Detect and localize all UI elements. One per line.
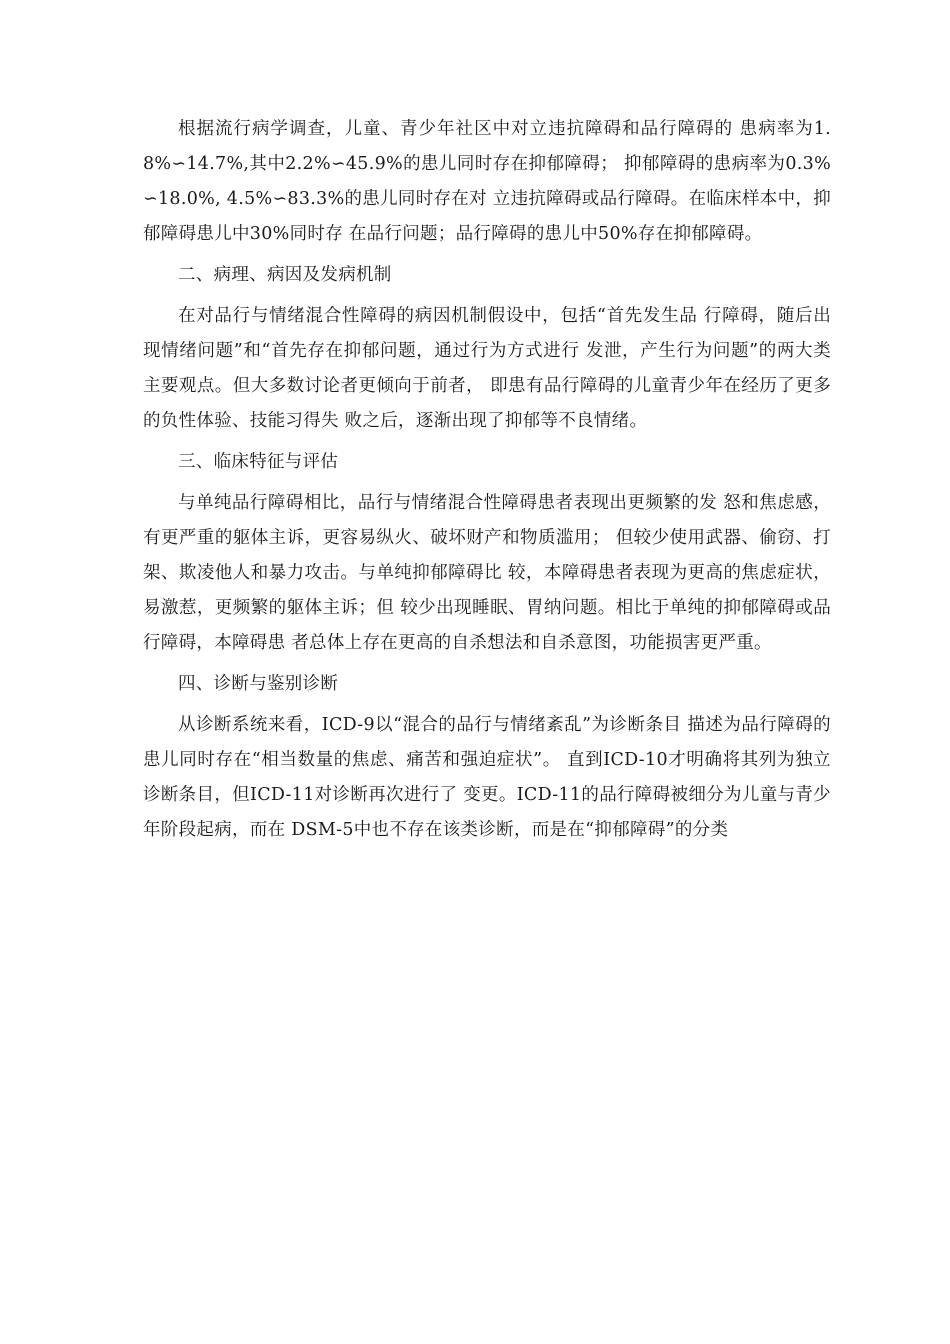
paragraph-clinical: 与单纯品行障碍相比，品行与情绪混合性障碍患者表现出更频繁的发 怒和焦虑感，有更严重的躯体主诉，更容易纵火、破坏财产和物质滥用； 但较少使用武器、偷窃、打架、欺凌他人和暴力攻击。与单纯抑郁障碍比 较，本障碍患者表现为更高的焦虑症状，易激惹，更频繁的躯体主诉；但 较少出现睡眠、胃纳问题。相比于单纯的抑郁障碍或品行障碍，本障碍患 者总体上存在更高的自杀想法和自杀意图，功能损害更严重。 <box>143 493 831 653</box>
paragraph-diagnosis: 从诊断系统来看，ICD-9以“混合的品行与情绪紊乱”为诊断条目 描述为品行障碍的患儿同时存在“相当数量的焦虑、痛苦和强迫症状”。 直到ICD-10才明确将其列为独立诊断条目，但ICD-11对诊断再次进行了 变更。ICD-11的品行障碍被细分为儿童与青少年阶段起病，而在 DSM-5中也不存在该类诊断，而是在“抑郁障碍”的分类 <box>143 715 831 840</box>
paragraph-pathology: 在对品行与情绪混合性障碍的病因机制假设中，包括“首先发生品 行障碍，随后出现情绪问题”和“首先存在抑郁问题，通过行为方式进行 发泄，产生行为问题”的两大类主要观点。但大多数讨论者更倾向于前者， 即患有品行障碍的儿童青少年在经历了更多的负性体验、技能习得失 败之后，逐渐出现了抑郁等不良情绪。 <box>143 306 831 431</box>
paragraph-epidemiology: 根据流行病学调查，儿童、青少年社区中对立违抗障碍和品行障碍的 患病率为1.8%∽14.7%,其中2.2%∽45.9%的患儿同时存在抑郁障碍； 抑郁障碍的患病率为0.3%∽18.0%, 4.5%∽83.3%的患儿同时存在对 立违抗障碍或品行障碍。在临床样本中，抑郁障碍患儿中30%同时存 在品行问题；品行障碍的患儿中50%存在抑郁障碍。 <box>143 119 831 244</box>
document-page <box>143 112 831 854</box>
section-heading-diagnosis: 四、诊断与鉴别诊断 <box>178 674 339 694</box>
section-heading-pathology: 二、病理、病因及发病机制 <box>178 265 392 285</box>
section-heading-clinical: 三、临床特征与评估 <box>178 452 339 472</box>
